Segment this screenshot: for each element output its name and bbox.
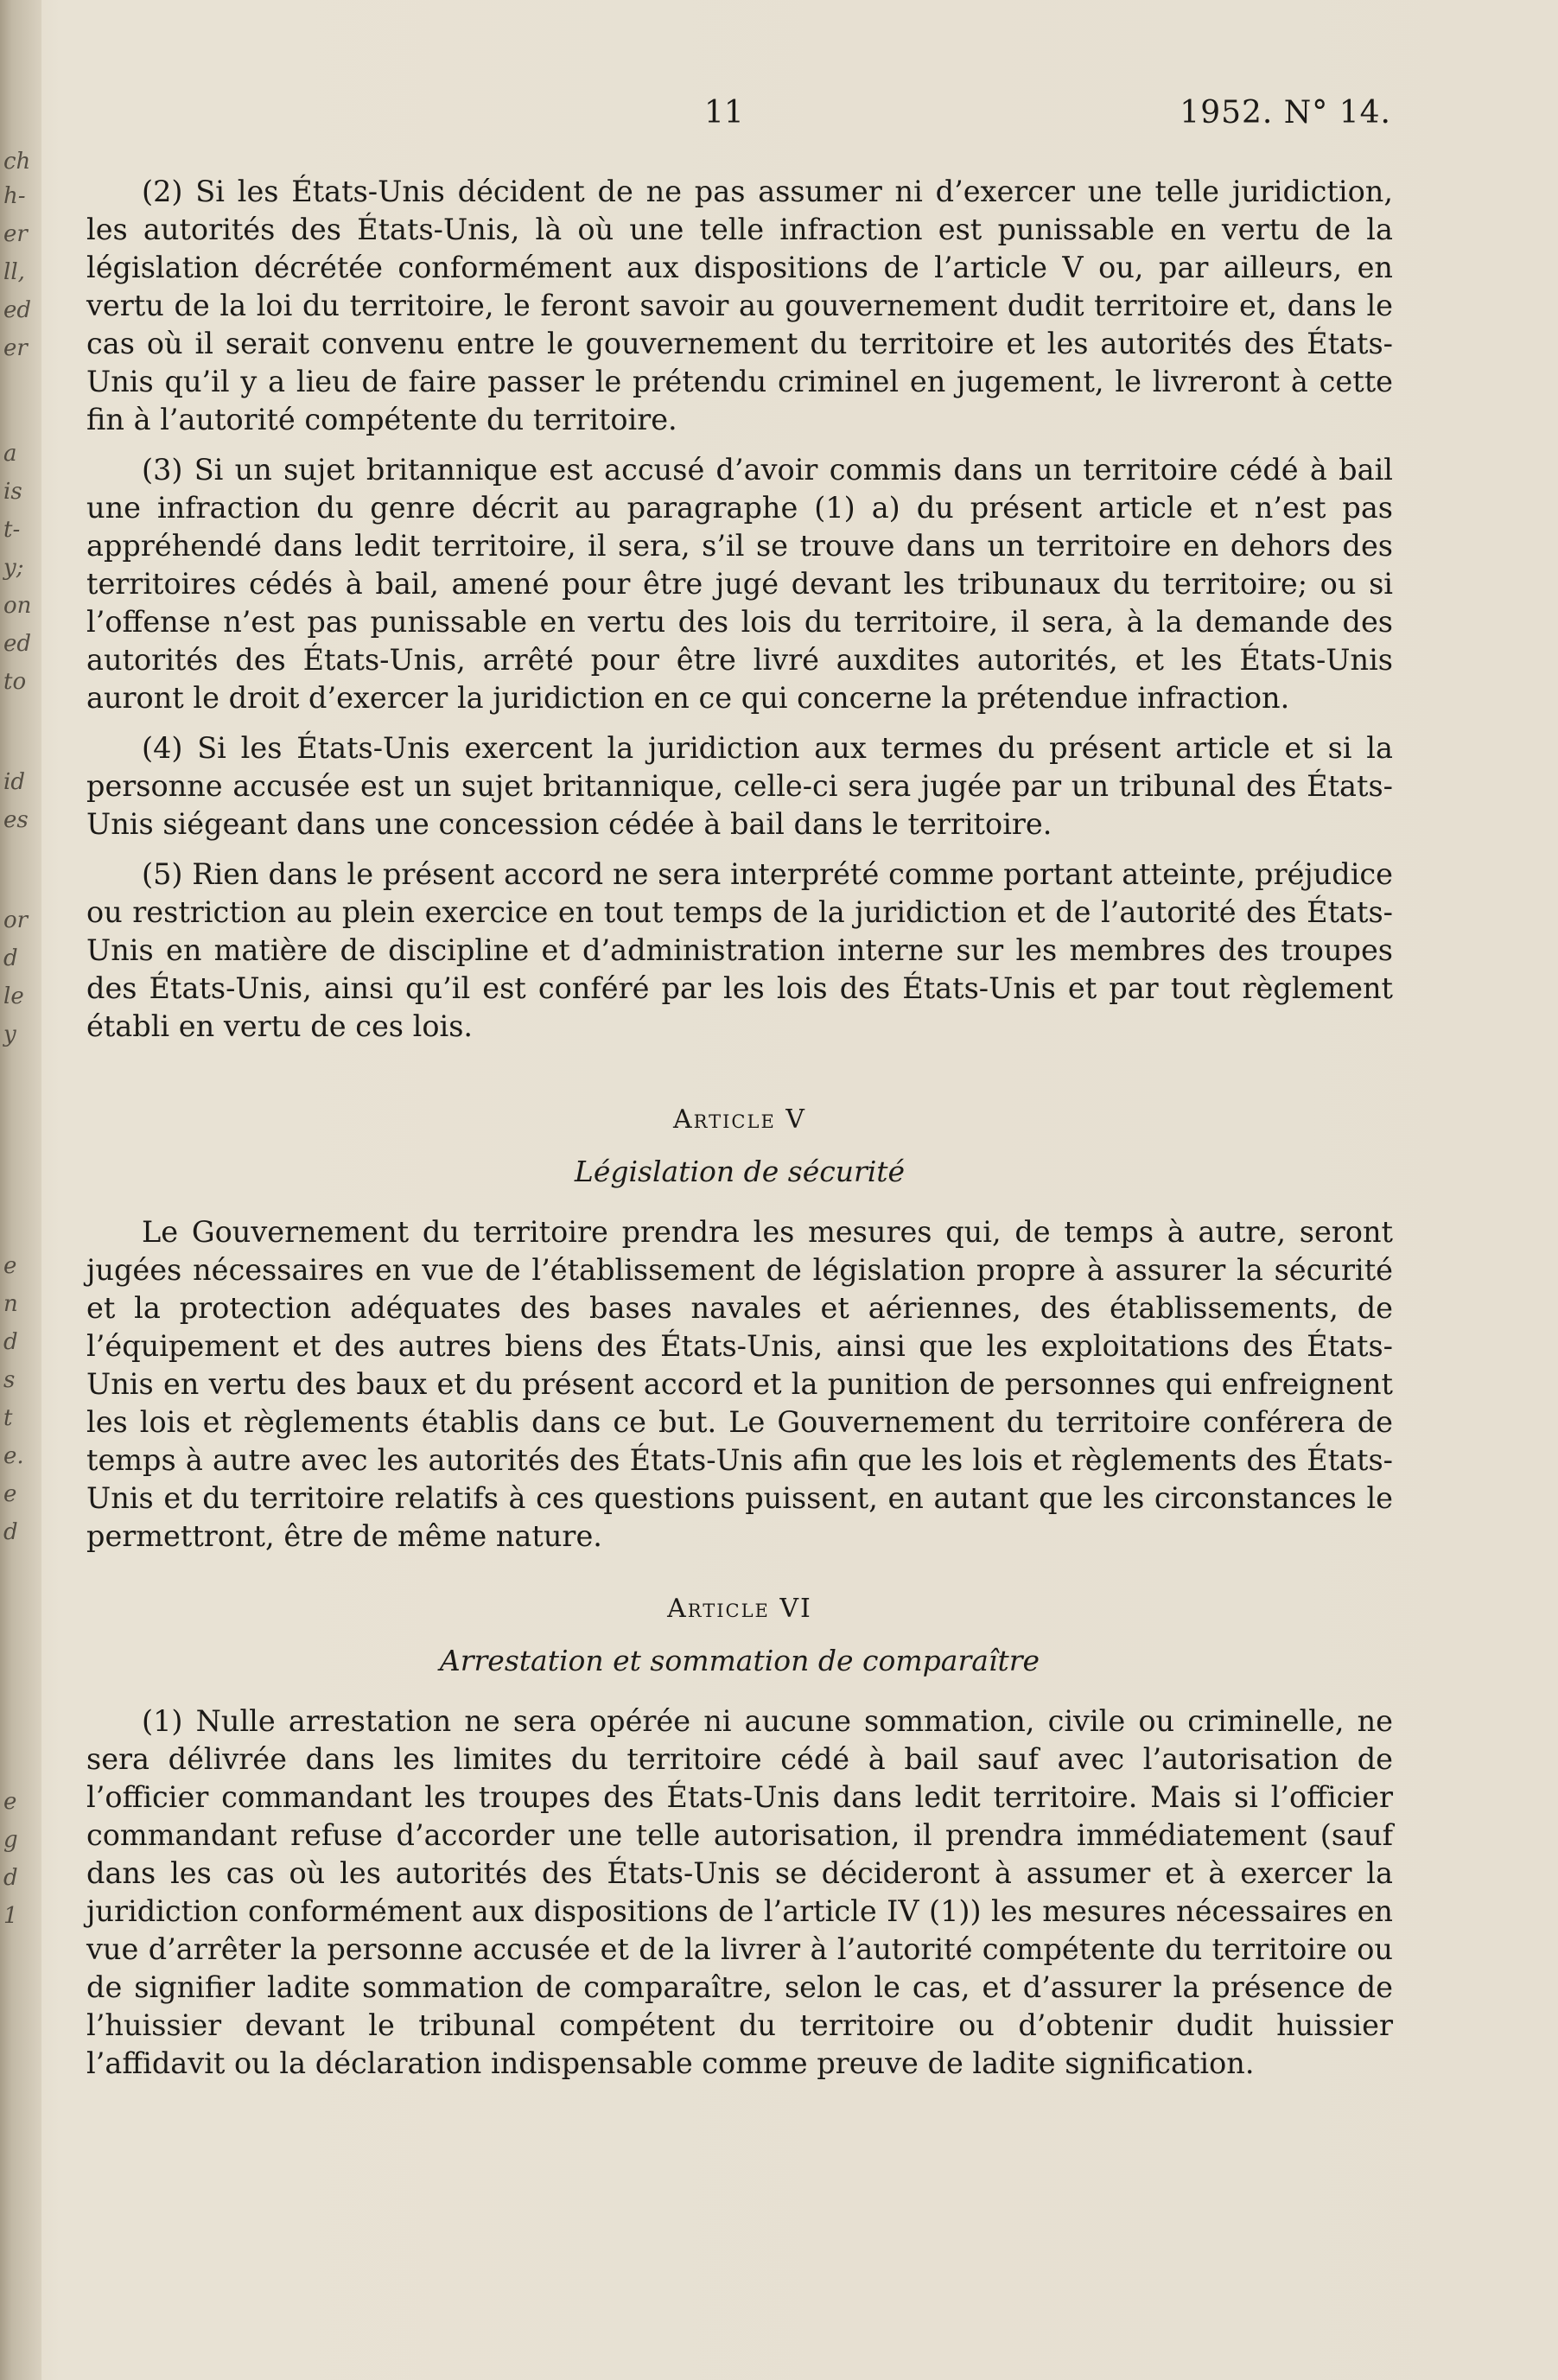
margin-fragment: d	[3, 1329, 18, 1355]
paragraph-4-5: (5) Rien dans le présent accord ne sera interprété comme portant atteinte, préjudice ou restriction au plein exercice en tout temps de la juridiction et de l’autorité des États-Unis en matière de discipline et d’administration interne sur les membres des troupes des États-Unis, ainsi qu’il est conféré par les lois des États-Unis et par tout règlement établi en vertu de ces lois.	[86, 857, 1393, 1043]
margin-fragment: t	[3, 1405, 13, 1431]
margin-fragment: ed	[3, 297, 32, 323]
paragraph-4-3: (3) Si un sujet britannique est accusé d’avoir commis dans un territoire cédé à bail une infraction du genre décrit au paragraphe (1) a) du présent article et n’est pas appréhendé dans ledit territoire, il sera, s’il se trouve dans un territoire en dehors des territoires cédés à bail, amené pour être jugé devant les tribunaux du territoire; ou si l’offense n’est pas punissable en vertu des lois du territoire, il sera, à la demande des autorités des États-Unis, arrêté pour être livré auxdites autorités, et les États-Unis auront le droit d’exercer la juridiction en ce qui concerne la prétendue infraction.	[86, 453, 1393, 715]
article-v-subtitle: Législation de sécurité	[574, 1155, 906, 1188]
margin-fragment: g	[3, 1827, 18, 1853]
margin-fragment: ll,	[3, 259, 25, 285]
margin-fragment: er	[3, 221, 28, 247]
margin-fragment: on	[3, 593, 32, 619]
margin-fragment: is	[3, 479, 22, 505]
year-and-number: 1952. N° 14.	[1180, 95, 1391, 130]
margin-fragment: e	[3, 1253, 17, 1279]
margin-fragment: y	[3, 1021, 16, 1047]
margin-fragment: ch	[3, 149, 31, 175]
page-number: 11	[704, 95, 744, 130]
margin-fragment: n	[3, 1291, 18, 1317]
margin-fragment: es	[3, 807, 29, 833]
paragraph-4-4: (4) Si les États-Unis exercent la juridiction aux termes du présent article et si la personne accusée est un sujet britannique, celle-ci sera jugée par un tribunal des États-Unis siégeant dans une concession cédée à bail dans le territoire.	[86, 731, 1393, 841]
margin-fragment: e.	[3, 1443, 24, 1469]
margin-fragment: id	[3, 769, 25, 795]
margin-fragment: er	[3, 335, 28, 361]
margin-fragment: y;	[3, 555, 24, 581]
margin-fragment: h-	[3, 183, 26, 209]
margin-fragment: t-	[3, 517, 21, 543]
body-text	[86, 173, 1393, 2095]
margin-fragment: e	[3, 1481, 17, 1507]
margin-fragment: d	[3, 945, 18, 971]
page-header	[95, 95, 1391, 138]
margin-fragment: 1	[3, 1903, 18, 1929]
margin-fragment: d	[3, 1865, 18, 1891]
margin-fragment: le	[3, 983, 24, 1009]
article-vi-heading: Article VI	[667, 1594, 812, 1624]
article-v-heading: Article V	[673, 1104, 806, 1135]
margin-fragment: e	[3, 1789, 17, 1815]
article-v-paragraph: Le Gouvernement du territoire prendra les mesures qui, de temps à autre, seront jugées nécessaires en vue de l’établissement de législation propre à assurer la sécurité et la protection adéquates des bases navales et aériennes, des établissements, de l’équipement et des autres biens des États-Unis, ainsi que les exploitations des États-Unis en vertu des baux et du présent accord et la punition de personnes qui enfreignent les lois et règlements établis dans ce but. Le Gouvernement du territoire conférera de temps à autre avec les autorités des États-Unis afin que les lois et règlements des États-Unis et du territoire relatifs à ces questions puissent, en autant que les circonstances le permettront, être de même nature.	[86, 1215, 1393, 1553]
margin-fragment: ed	[3, 631, 32, 657]
margin-fragment: or	[3, 907, 29, 933]
adjacent-page-fragments	[0, 147, 35, 1962]
paragraph-4-2: (2) Si les États-Unis décident de ne pas assumer ni d’exercer une telle juridiction, les autorités des États-Unis, là où une telle infraction est punissable en vertu de la législation décrétée conformément aux dispositions de l’article V ou, par ailleurs, en vertu de la loi du territoire, le feront savoir au gouvernement dudit territoire et, dans le cas où il serait convenu entre le gouvernement du territoire et les autorités des États-Unis qu’il y a lieu de faire passer le prétendu criminel en jugement, le livreront à cette fin à l’autorité compétente du territoire.	[86, 175, 1393, 436]
margin-fragment: s	[3, 1367, 16, 1393]
article-vi-paragraph-1: (1) Nulle arrestation ne sera opérée ni aucune sommation, civile ou criminelle, ne sera délivrée dans les limites du territoire cédé à bail sauf avec l’autorisation de l’officier commandant les troupes des États-Unis dans ledit territoire. Mais si l’officier commandant refuse d’accorder une telle autorisation, il prendra immédiatement (sauf dans les cas où les autorités des États-Unis se décideront à assumer et à exercer la juridiction conformément aux dispositions de l’article IV (1)) les mesures nécessaires en vue d’arrêter la personne accusée et de la livrer à l’autorité compétente du territoire ou de signifier ladite sommation de comparaître, selon le cas, et d’assurer la présence de l’huissier devant le tribunal compétent du territoire ou d’obtenir dudit huissier l’affidavit ou la déclaration indispensable comme preuve de ladite signification.	[86, 1704, 1393, 2080]
margin-fragment: to	[3, 669, 27, 695]
margin-fragment: a	[3, 441, 17, 467]
article-vi-subtitle: Arrestation et sommation de comparaître	[439, 1644, 1040, 1677]
margin-fragment: d	[3, 1519, 18, 1545]
